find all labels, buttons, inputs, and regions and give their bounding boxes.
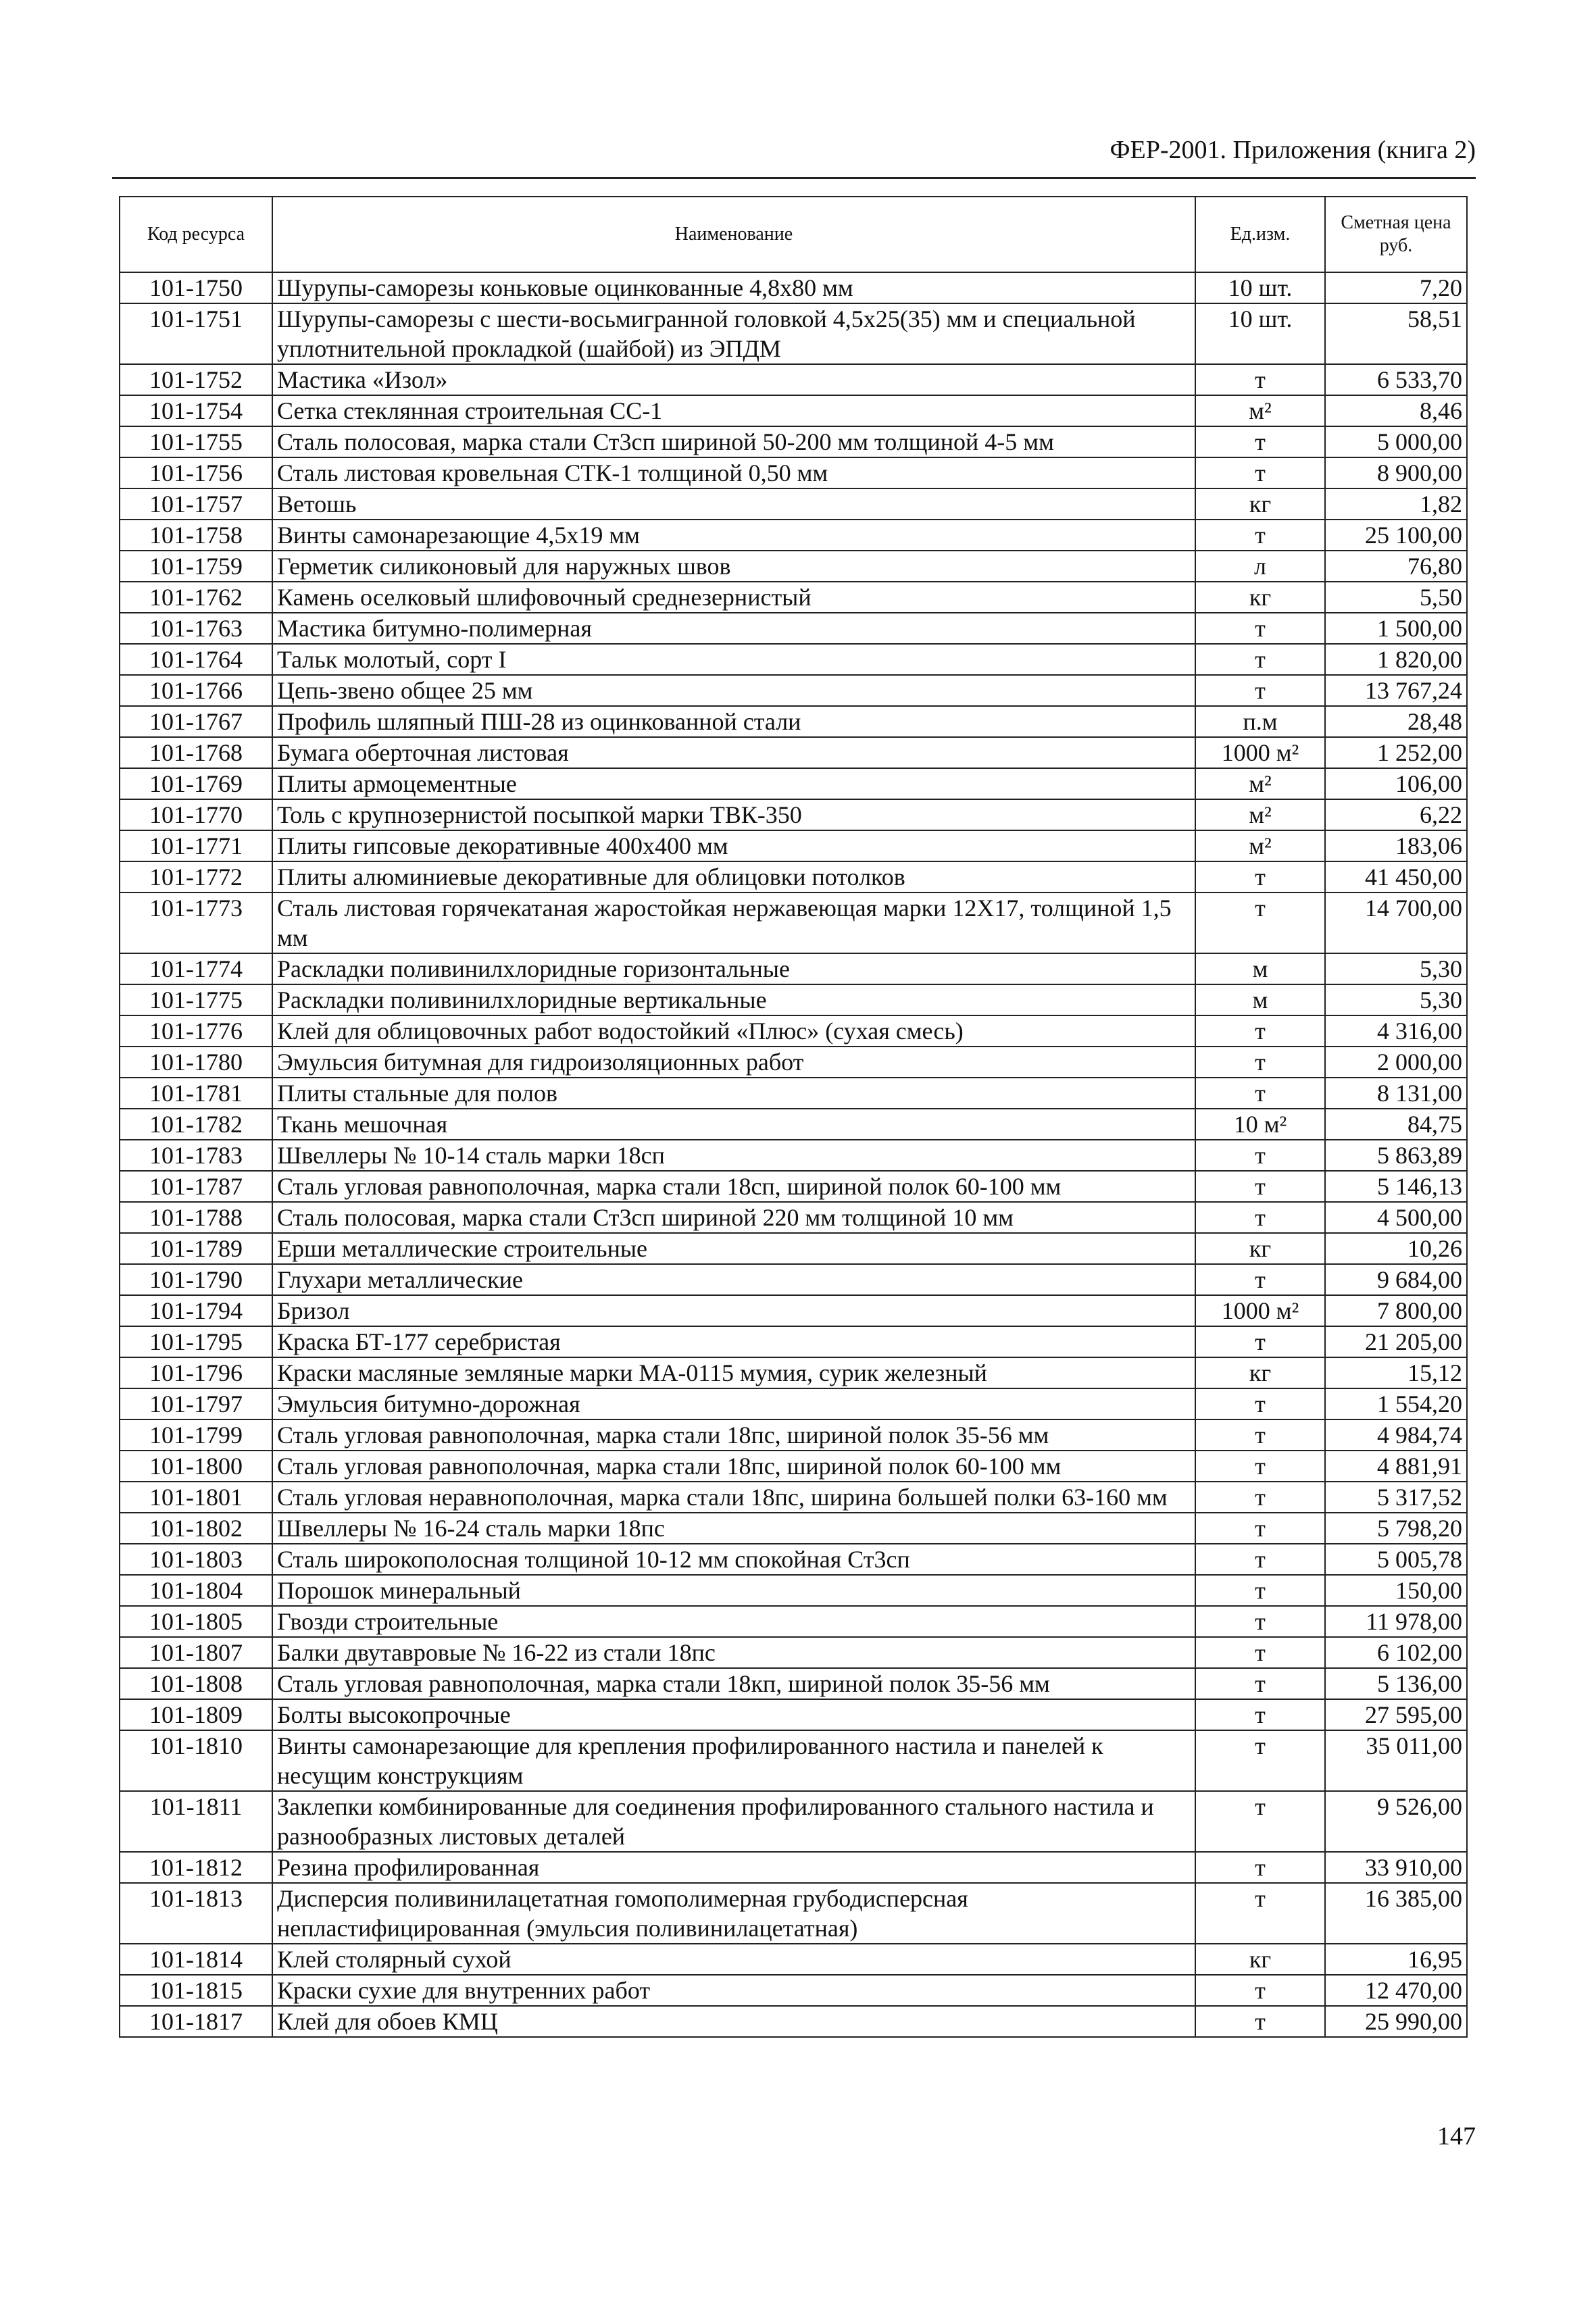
unit-cell: т: [1195, 364, 1325, 395]
unit-cell: т: [1195, 1451, 1325, 1482]
resource-name-cell: Сетка стеклянная строительная СС-1: [272, 395, 1195, 426]
table-row: [120, 551, 1467, 582]
resource-code-cell: 101-1796: [120, 1357, 272, 1388]
price-cell: 16 385,00: [1325, 1883, 1467, 1944]
table-row: [120, 1791, 1467, 1852]
resource-code-cell: 101-1782: [120, 1109, 272, 1140]
resource-code-cell: 101-1789: [120, 1233, 272, 1264]
resource-name-cell: Краски сухие для внутренних работ: [272, 1975, 1195, 2006]
unit-cell: т: [1195, 1575, 1325, 1606]
price-cell: 150,00: [1325, 1575, 1467, 1606]
price-cell: 6,22: [1325, 799, 1467, 830]
resource-name-cell: Ткань мешочная: [272, 1109, 1195, 1140]
table-row: [120, 1730, 1467, 1791]
resource-code-cell: 101-1772: [120, 861, 272, 892]
table-row: [120, 768, 1467, 799]
table-row: [120, 613, 1467, 644]
column-header-price: Сметная цена руб.: [1325, 197, 1467, 272]
table-row: [120, 1482, 1467, 1513]
unit-cell: т: [1195, 1264, 1325, 1295]
table-row: [120, 799, 1467, 830]
unit-cell: п.м: [1195, 706, 1325, 737]
table-row: [120, 892, 1467, 953]
resource-code-cell: 101-1800: [120, 1451, 272, 1482]
price-cell: 7 800,00: [1325, 1295, 1467, 1326]
table-row: [120, 1202, 1467, 1233]
resource-name-cell: Болты высокопрочные: [272, 1699, 1195, 1730]
resource-code-cell: 101-1787: [120, 1171, 272, 1202]
resource-name-cell: Сталь широкополосная толщиной 10-12 мм спокойная Ст3сп: [272, 1544, 1195, 1575]
table-row: [120, 1419, 1467, 1451]
resource-name-cell: Эмульсия битумно-дорожная: [272, 1388, 1195, 1419]
resource-name-cell: Плиты стальные для полов: [272, 1078, 1195, 1109]
table-row: [120, 1699, 1467, 1730]
resource-code-cell: 101-1790: [120, 1264, 272, 1295]
price-cell: 25 990,00: [1325, 2006, 1467, 2037]
resource-code-cell: 101-1810: [120, 1730, 272, 1791]
price-cell: 12 470,00: [1325, 1975, 1467, 2006]
price-cell: 5 317,52: [1325, 1482, 1467, 1513]
resource-code-cell: 101-1757: [120, 488, 272, 520]
resource-name-cell: Сталь полосовая, марка стали Ст3сп шириной 220 мм толщиной 10 мм: [272, 1202, 1195, 1233]
resource-code-cell: 101-1780: [120, 1047, 272, 1078]
resource-code-cell: 101-1756: [120, 457, 272, 488]
unit-cell: т: [1195, 1791, 1325, 1852]
resource-name-cell: Мастика битумно-полимерная: [272, 613, 1195, 644]
unit-cell: л: [1195, 551, 1325, 582]
resource-code-cell: 101-1794: [120, 1295, 272, 1326]
table-row: [120, 1852, 1467, 1883]
resource-code-cell: 101-1776: [120, 1015, 272, 1047]
price-cell: 4 984,74: [1325, 1419, 1467, 1451]
resource-code-cell: 101-1762: [120, 582, 272, 613]
unit-cell: т: [1195, 1078, 1325, 1109]
table-row: [120, 675, 1467, 706]
unit-cell: 10 м²: [1195, 1109, 1325, 1140]
price-cell: 4 316,00: [1325, 1015, 1467, 1047]
unit-cell: т: [1195, 1482, 1325, 1513]
price-cell: 10,26: [1325, 1233, 1467, 1264]
resource-name-cell: Порошок минеральный: [272, 1575, 1195, 1606]
page-number: 147: [1437, 2122, 1476, 2150]
price-cell: 1 252,00: [1325, 737, 1467, 768]
unit-cell: м: [1195, 984, 1325, 1015]
resource-code-cell: 101-1811: [120, 1791, 272, 1852]
unit-cell: т: [1195, 1326, 1325, 1357]
resource-code-cell: 101-1759: [120, 551, 272, 582]
table-row: [120, 1606, 1467, 1637]
table-row: [120, 1668, 1467, 1699]
table-row: [120, 953, 1467, 984]
resource-name-cell: Гвозди строительные: [272, 1606, 1195, 1637]
price-cell: 8 900,00: [1325, 457, 1467, 488]
resource-code-cell: 101-1764: [120, 644, 272, 675]
unit-cell: т: [1195, 1852, 1325, 1883]
resource-code-cell: 101-1774: [120, 953, 272, 984]
table-row: [120, 303, 1467, 364]
table-row: [120, 1264, 1467, 1295]
table-row: [120, 984, 1467, 1015]
resource-code-cell: 101-1804: [120, 1575, 272, 1606]
resource-code-cell: 101-1755: [120, 426, 272, 457]
table-row: [120, 1233, 1467, 1264]
resource-code-cell: 101-1766: [120, 675, 272, 706]
resource-name-cell: Толь с крупнозернистой посыпкой марки ТВК-350: [272, 799, 1195, 830]
resource-code-cell: 101-1750: [120, 272, 272, 303]
resource-name-cell: Глухари металлические: [272, 1264, 1195, 1295]
table-row: [120, 488, 1467, 520]
resource-code-cell: 101-1754: [120, 395, 272, 426]
resource-name-cell: Клей для облицовочных работ водостойкий «Плюс» (сухая смесь): [272, 1015, 1195, 1047]
resource-name-cell: Сталь угловая равнополочная, марка стали 18сп, шириной полок 60-100 мм: [272, 1171, 1195, 1202]
resource-name-cell: Винты самонарезающие для крепления профилированного настила и панелей к несущим конструкциям: [272, 1730, 1195, 1791]
table-row: [120, 457, 1467, 488]
price-cell: 5 798,20: [1325, 1513, 1467, 1544]
resource-code-cell: 101-1815: [120, 1975, 272, 2006]
resource-code-cell: 101-1788: [120, 1202, 272, 1233]
unit-cell: м²: [1195, 395, 1325, 426]
unit-cell: кг: [1195, 488, 1325, 520]
unit-cell: м²: [1195, 799, 1325, 830]
resource-code-cell: 101-1808: [120, 1668, 272, 1699]
price-cell: 5 146,13: [1325, 1171, 1467, 1202]
resource-code-cell: 101-1797: [120, 1388, 272, 1419]
price-cell: 84,75: [1325, 1109, 1467, 1140]
header-divider: [112, 177, 1476, 179]
table-row: [120, 1171, 1467, 1202]
table-header-row: [120, 197, 1467, 272]
resource-name-cell: Плиты армоцементные: [272, 768, 1195, 799]
resource-code-cell: 101-1767: [120, 706, 272, 737]
price-cell: 5,50: [1325, 582, 1467, 613]
resource-name-cell: Клей для обоев КМЦ: [272, 2006, 1195, 2037]
price-cell: 15,12: [1325, 1357, 1467, 1388]
table-row: [120, 737, 1467, 768]
table-row: [120, 395, 1467, 426]
table-row: [120, 1078, 1467, 1109]
price-cell: 4 881,91: [1325, 1451, 1467, 1482]
resource-name-cell: Сталь угловая равнополочная, марка стали 18пс, шириной полок 35-56 мм: [272, 1419, 1195, 1451]
unit-cell: т: [1195, 1202, 1325, 1233]
price-cell: 9 684,00: [1325, 1264, 1467, 1295]
table-row: [120, 426, 1467, 457]
unit-cell: кг: [1195, 1357, 1325, 1388]
price-cell: 1 500,00: [1325, 613, 1467, 644]
unit-cell: т: [1195, 1047, 1325, 1078]
resource-name-cell: Тальк молотый, сорт I: [272, 644, 1195, 675]
table-row: [120, 1513, 1467, 1544]
price-cell: 8,46: [1325, 395, 1467, 426]
price-cell: 13 767,24: [1325, 675, 1467, 706]
resource-name-cell: Швеллеры № 10-14 сталь марки 18сп: [272, 1140, 1195, 1171]
table-body: [120, 272, 1467, 2037]
resource-code-cell: 101-1805: [120, 1606, 272, 1637]
resource-code-cell: 101-1758: [120, 520, 272, 551]
price-cell: 7,20: [1325, 272, 1467, 303]
price-cell: 1,82: [1325, 488, 1467, 520]
table-row: [120, 364, 1467, 395]
price-cell: 27 595,00: [1325, 1699, 1467, 1730]
price-cell: 6 533,70: [1325, 364, 1467, 395]
resource-price-table: [119, 196, 1468, 2038]
table-row: [120, 861, 1467, 892]
resource-name-cell: Сталь угловая равнополочная, марка стали 18кп, шириной полок 35-56 мм: [272, 1668, 1195, 1699]
unit-cell: м: [1195, 953, 1325, 984]
resource-code-cell: 101-1773: [120, 892, 272, 953]
resource-code-cell: 101-1775: [120, 984, 272, 1015]
resource-name-cell: Бризол: [272, 1295, 1195, 1326]
price-cell: 4 500,00: [1325, 1202, 1467, 1233]
resource-name-cell: Сталь полосовая, марка стали Ст3сп шириной 50-200 мм толщиной 4-5 мм: [272, 426, 1195, 457]
resource-name-cell: Сталь листовая кровельная СТК-1 толщиной 0,50 мм: [272, 457, 1195, 488]
resource-name-cell: Раскладки поливинилхлоридные горизонтальные: [272, 953, 1195, 984]
unit-cell: т: [1195, 1730, 1325, 1791]
resource-name-cell: Профиль шляпный ПШ-28 из оцинкованной стали: [272, 706, 1195, 737]
resource-code-cell: 101-1801: [120, 1482, 272, 1513]
table-row: [120, 1975, 1467, 2006]
unit-cell: т: [1195, 1668, 1325, 1699]
unit-cell: кг: [1195, 1233, 1325, 1264]
price-cell: 2 000,00: [1325, 1047, 1467, 1078]
price-cell: 58,51: [1325, 303, 1467, 364]
table-row: [120, 1388, 1467, 1419]
table-row: [120, 1295, 1467, 1326]
table-row: [120, 1109, 1467, 1140]
resource-code-cell: 101-1770: [120, 799, 272, 830]
unit-cell: т: [1195, 1606, 1325, 1637]
resource-name-cell: Балки двутавровые № 16-22 из стали 18пс: [272, 1637, 1195, 1668]
price-cell: 76,80: [1325, 551, 1467, 582]
unit-cell: т: [1195, 1883, 1325, 1944]
resource-name-cell: Плиты гипсовые декоративные 400х400 мм: [272, 830, 1195, 861]
table-row: [120, 1883, 1467, 1944]
resource-name-cell: Шурупы-саморезы с шести-восьмигранной головкой 4,5х25(35) мм и специальной уплотнительной прокладкой (шайбой) из ЭПДМ: [272, 303, 1195, 364]
unit-cell: 1000 м²: [1195, 737, 1325, 768]
price-cell: 16,95: [1325, 1944, 1467, 1975]
unit-cell: т: [1195, 892, 1325, 953]
resource-name-cell: Бумага оберточная листовая: [272, 737, 1195, 768]
price-cell: 6 102,00: [1325, 1637, 1467, 1668]
resource-code-cell: 101-1768: [120, 737, 272, 768]
resource-name-cell: Сталь угловая равнополочная, марка стали 18пс, шириной полок 60-100 мм: [272, 1451, 1195, 1482]
resource-name-cell: Краски масляные земляные марки МА-0115 мумия, сурик железный: [272, 1357, 1195, 1388]
resource-code-cell: 101-1814: [120, 1944, 272, 1975]
price-cell: 28,48: [1325, 706, 1467, 737]
unit-cell: т: [1195, 426, 1325, 457]
resource-name-cell: Резина профилированная: [272, 1852, 1195, 1883]
unit-cell: 1000 м²: [1195, 1295, 1325, 1326]
resource-name-cell: Эмульсия битумная для гидроизоляционных работ: [272, 1047, 1195, 1078]
resource-name-cell: Камень оселковый шлифовочный среднезернистый: [272, 582, 1195, 613]
resource-code-cell: 101-1803: [120, 1544, 272, 1575]
unit-cell: т: [1195, 1637, 1325, 1668]
unit-cell: кг: [1195, 582, 1325, 613]
unit-cell: кг: [1195, 1944, 1325, 1975]
resource-name-cell: Мастика «Изол»: [272, 364, 1195, 395]
table-row: [120, 1944, 1467, 1975]
table-row: [120, 1451, 1467, 1482]
table-row: [120, 644, 1467, 675]
unit-cell: т: [1195, 1544, 1325, 1575]
table-row: [120, 1544, 1467, 1575]
resource-code-cell: 101-1813: [120, 1883, 272, 1944]
resource-code-cell: 101-1783: [120, 1140, 272, 1171]
resource-name-cell: Сталь угловая неравнополочная, марка стали 18пс, ширина большей полки 63-160 мм: [272, 1482, 1195, 1513]
unit-cell: м²: [1195, 768, 1325, 799]
unit-cell: т: [1195, 1513, 1325, 1544]
unit-cell: т: [1195, 1975, 1325, 2006]
resource-code-cell: 101-1809: [120, 1699, 272, 1730]
price-cell: 14 700,00: [1325, 892, 1467, 953]
price-cell: 21 205,00: [1325, 1326, 1467, 1357]
table-row: [120, 1637, 1467, 1668]
price-cell: 106,00: [1325, 768, 1467, 799]
resource-code-cell: 101-1812: [120, 1852, 272, 1883]
table-row: [120, 1047, 1467, 1078]
resource-name-cell: Клей столярный сухой: [272, 1944, 1195, 1975]
column-header-name: Наименование: [272, 197, 1195, 272]
resource-code-cell: 101-1771: [120, 830, 272, 861]
page-header-title: ФЕР-2001. Приложения (книга 2): [1109, 136, 1476, 164]
table-row: [120, 272, 1467, 303]
resource-code-cell: 101-1802: [120, 1513, 272, 1544]
column-header-code: Код ресурса: [120, 197, 272, 272]
resource-code-cell: 101-1751: [120, 303, 272, 364]
resource-code-cell: 101-1799: [120, 1419, 272, 1451]
unit-cell: т: [1195, 520, 1325, 551]
price-cell: 5 863,89: [1325, 1140, 1467, 1171]
unit-cell: т: [1195, 1699, 1325, 1730]
unit-cell: т: [1195, 1140, 1325, 1171]
resource-code-cell: 101-1795: [120, 1326, 272, 1357]
resource-name-cell: Цепь-звено общее 25 мм: [272, 675, 1195, 706]
table-row: [120, 1015, 1467, 1047]
resource-code-cell: 101-1781: [120, 1078, 272, 1109]
unit-cell: т: [1195, 1015, 1325, 1047]
unit-cell: т: [1195, 613, 1325, 644]
column-header-unit: Ед.изм.: [1195, 197, 1325, 272]
price-cell: 5 000,00: [1325, 426, 1467, 457]
table-row: [120, 1140, 1467, 1171]
table-row: [120, 520, 1467, 551]
unit-cell: т: [1195, 2006, 1325, 2037]
resource-code-cell: 101-1763: [120, 613, 272, 644]
unit-cell: т: [1195, 675, 1325, 706]
table-row: [120, 582, 1467, 613]
table-row: [120, 1575, 1467, 1606]
table-row: [120, 1326, 1467, 1357]
resource-code-cell: 101-1769: [120, 768, 272, 799]
price-cell: 183,06: [1325, 830, 1467, 861]
unit-cell: т: [1195, 457, 1325, 488]
price-cell: 5 136,00: [1325, 1668, 1467, 1699]
resource-name-cell: Заклепки комбинированные для соединения профилированного стального настила и разнообразных листовых деталей: [272, 1791, 1195, 1852]
unit-cell: т: [1195, 1419, 1325, 1451]
price-cell: 25 100,00: [1325, 520, 1467, 551]
price-cell: 35 011,00: [1325, 1730, 1467, 1791]
price-cell: 41 450,00: [1325, 861, 1467, 892]
price-cell: 9 526,00: [1325, 1791, 1467, 1852]
resource-name-cell: Раскладки поливинилхлоридные вертикальные: [272, 984, 1195, 1015]
table-row: [120, 2006, 1467, 2037]
unit-cell: т: [1195, 644, 1325, 675]
price-cell: 5,30: [1325, 984, 1467, 1015]
resource-name-cell: Винты самонарезающие 4,5х19 мм: [272, 520, 1195, 551]
resource-name-cell: Краска БТ-177 серебристая: [272, 1326, 1195, 1357]
resource-name-cell: Швеллеры № 16-24 сталь марки 18пс: [272, 1513, 1195, 1544]
unit-cell: 10 шт.: [1195, 303, 1325, 364]
resource-name-cell: Дисперсия поливинилацетатная гомополимерная грубодисперсная непластифицированная (эмульсия поливинилацетатная): [272, 1883, 1195, 1944]
unit-cell: м²: [1195, 830, 1325, 861]
unit-cell: 10 шт.: [1195, 272, 1325, 303]
resource-code-cell: 101-1807: [120, 1637, 272, 1668]
price-cell: 1 820,00: [1325, 644, 1467, 675]
resource-code-cell: 101-1752: [120, 364, 272, 395]
unit-cell: т: [1195, 861, 1325, 892]
table-row: [120, 830, 1467, 861]
resource-name-cell: Ветошь: [272, 488, 1195, 520]
resource-name-cell: Ерши металлические строительные: [272, 1233, 1195, 1264]
resource-name-cell: Шурупы-саморезы коньковые оцинкованные 4,8х80 мм: [272, 272, 1195, 303]
unit-cell: т: [1195, 1171, 1325, 1202]
table-row: [120, 1357, 1467, 1388]
price-cell: 11 978,00: [1325, 1606, 1467, 1637]
resource-name-cell: Герметик силиконовый для наружных швов: [272, 551, 1195, 582]
table-row: [120, 706, 1467, 737]
price-cell: 33 910,00: [1325, 1852, 1467, 1883]
price-cell: 5 005,78: [1325, 1544, 1467, 1575]
resource-name-cell: Сталь листовая горячекатаная жаростойкая нержавеющая марки 12Х17, толщиной 1,5 мм: [272, 892, 1195, 953]
price-cell: 8 131,00: [1325, 1078, 1467, 1109]
resource-code-cell: 101-1817: [120, 2006, 272, 2037]
price-cell: 1 554,20: [1325, 1388, 1467, 1419]
unit-cell: т: [1195, 1388, 1325, 1419]
resource-name-cell: Плиты алюминиевые декоративные для облицовки потолков: [272, 861, 1195, 892]
price-cell: 5,30: [1325, 953, 1467, 984]
